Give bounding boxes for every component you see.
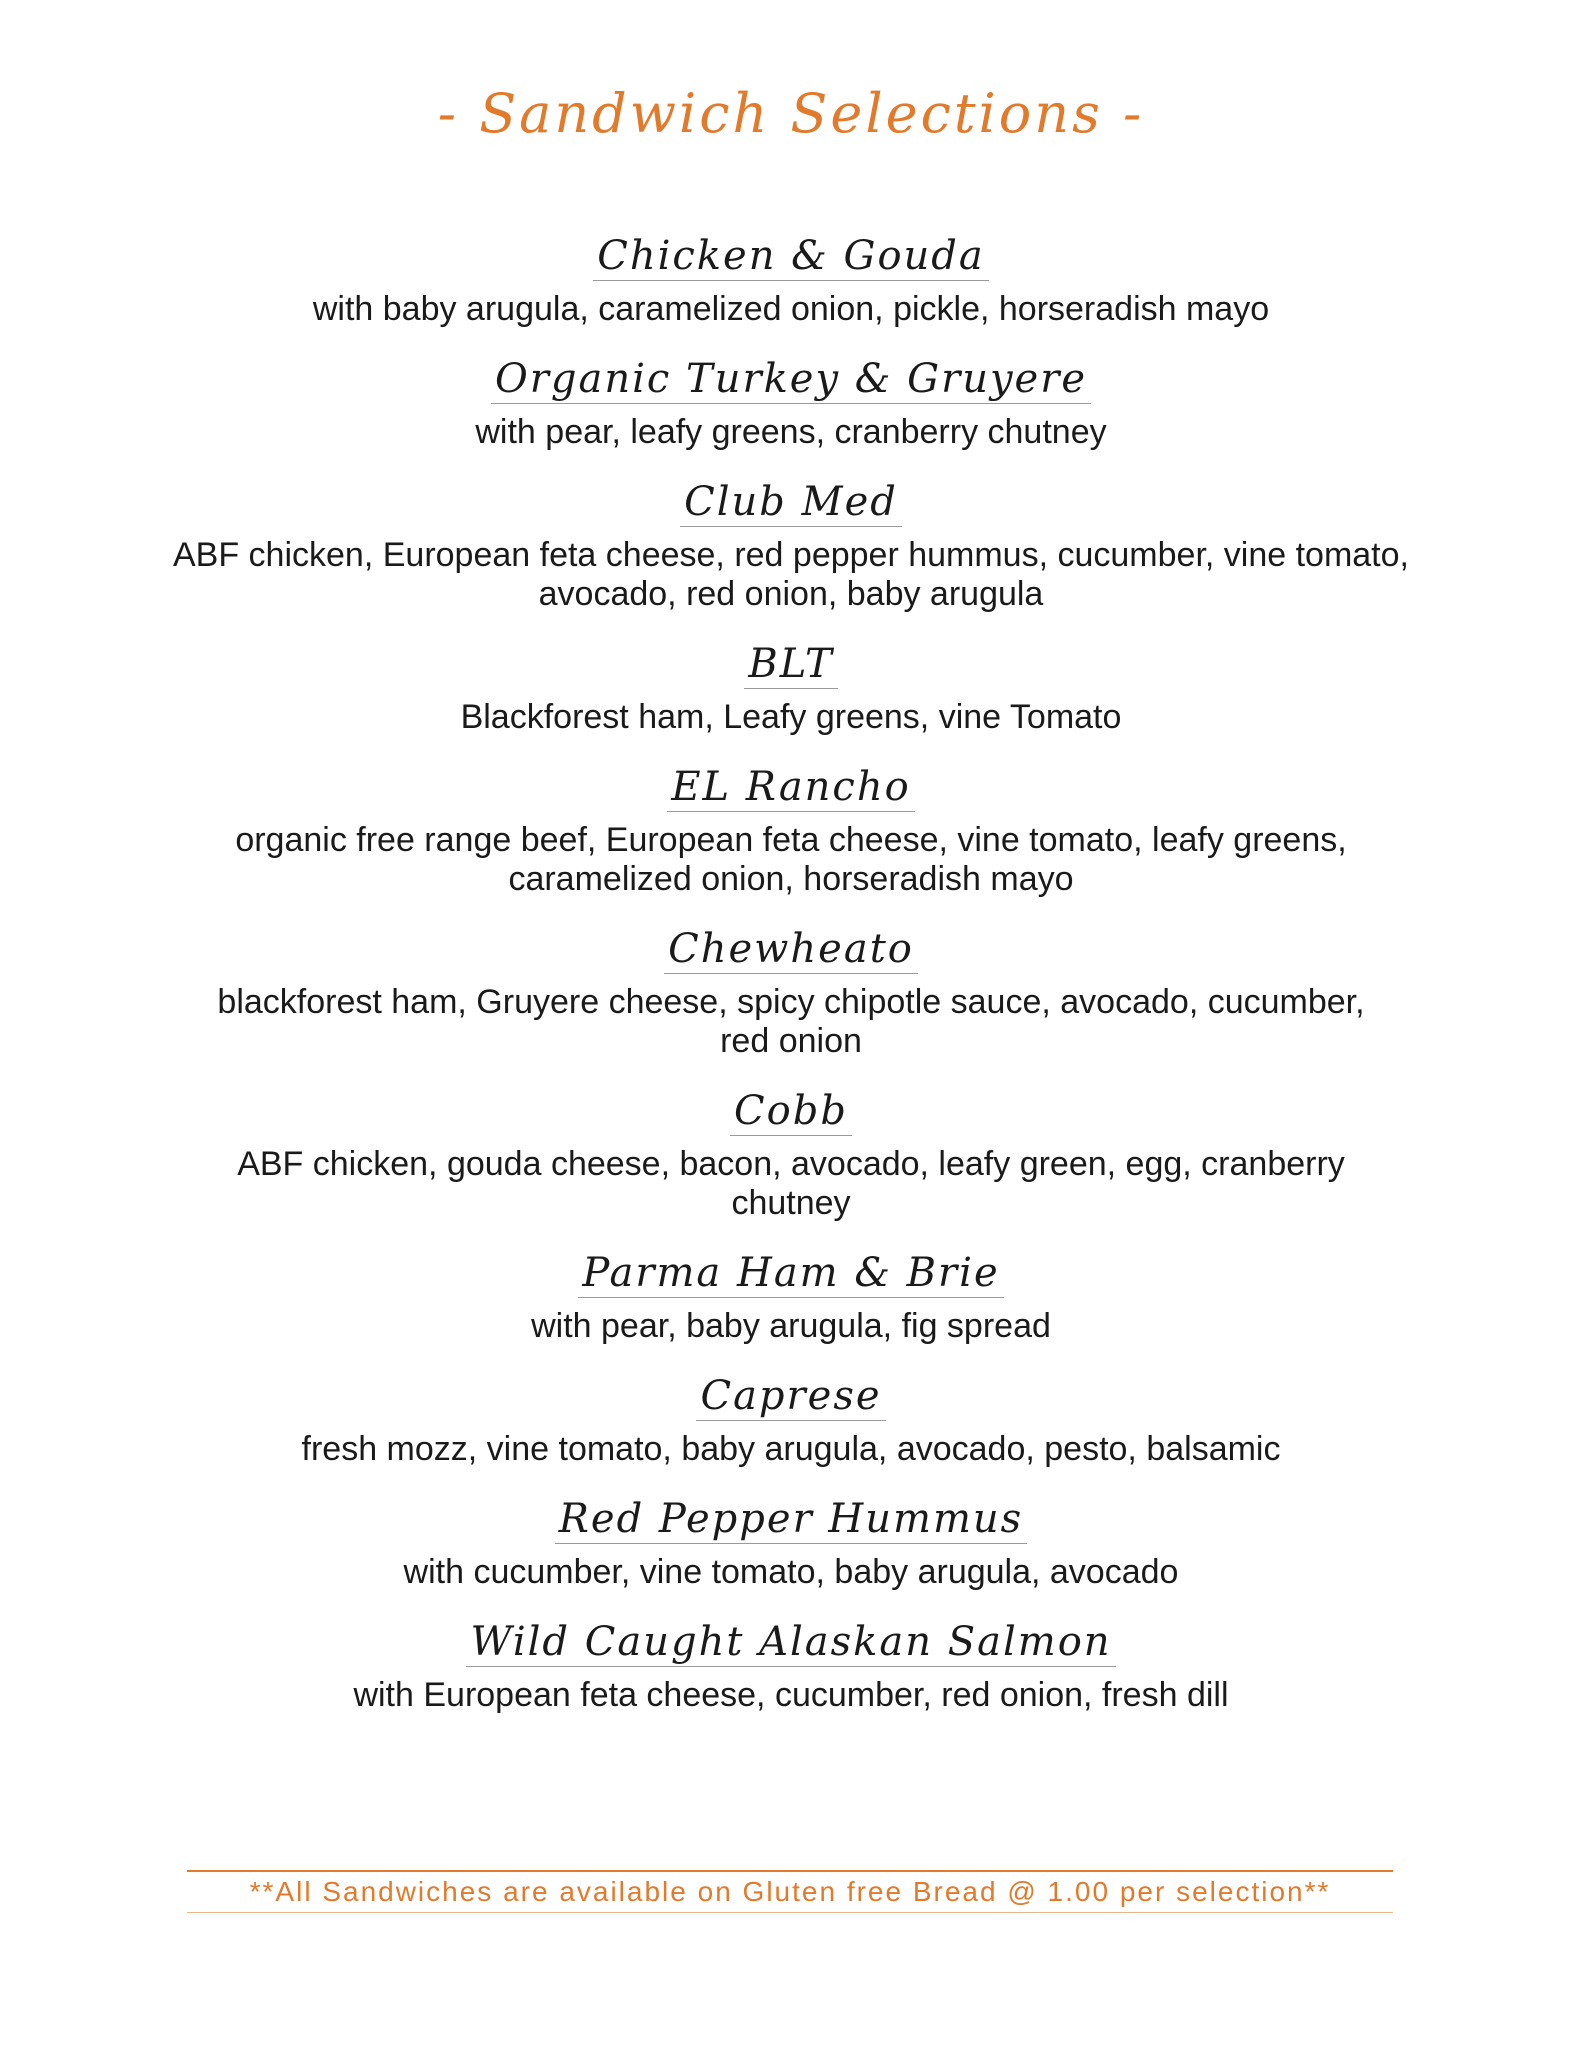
menu-item bbox=[0, 1495, 1582, 1592]
item-name: Wild Caught Alaskan Salmon bbox=[466, 1618, 1115, 1667]
item-name: Club Med bbox=[680, 478, 902, 527]
item-description: blackforest ham, Gruyere cheese, spicy chipotle sauce, avocado, cucumber, red onion bbox=[217, 983, 1365, 1060]
menu-item bbox=[0, 478, 1582, 614]
item-description: ABF chicken, gouda cheese, bacon, avocado, leafy green, egg, cranberry chutney bbox=[237, 1145, 1345, 1222]
item-name: Parma Ham & Brie bbox=[578, 1249, 1003, 1298]
menu-item bbox=[0, 763, 1582, 899]
item-name: Caprese bbox=[696, 1372, 885, 1421]
item-name: Red Pepper Hummus bbox=[555, 1495, 1027, 1544]
item-description: with pear, baby arugula, fig spread bbox=[531, 1307, 1051, 1345]
item-name: Chicken & Gouda bbox=[593, 232, 989, 281]
item-description: ABF chicken, European feta cheese, red pepper hummus, cucumber, vine tomato, avocado, red onion, baby arugula bbox=[172, 536, 1409, 613]
item-description: with cucumber, vine tomato, baby arugula, avocado bbox=[403, 1553, 1179, 1591]
item-name: Chewheato bbox=[664, 925, 918, 974]
sandwich-list bbox=[0, 232, 1582, 1741]
menu-item bbox=[0, 1372, 1582, 1469]
menu-item bbox=[0, 355, 1582, 452]
item-name: BLT bbox=[744, 640, 837, 689]
menu-item bbox=[0, 1087, 1582, 1223]
item-name: Cobb bbox=[730, 1087, 852, 1136]
page-title: - Sandwich Selections - bbox=[437, 82, 1145, 145]
item-description: organic free range beef, European feta cheese, vine tomato, leafy greens, caramelized onion, horseradish mayo bbox=[235, 821, 1347, 898]
item-description: fresh mozz, vine tomato, baby arugula, avocado, pesto, balsamic bbox=[301, 1430, 1281, 1468]
menu-item bbox=[0, 1618, 1582, 1715]
item-name: EL Rancho bbox=[667, 763, 914, 812]
item-name: Organic Turkey & Gruyere bbox=[491, 355, 1091, 404]
item-description: with baby arugula, caramelized onion, pickle, horseradish mayo bbox=[312, 290, 1270, 328]
gluten-free-note: **All Sandwiches are available on Gluten free Bread @ 1.00 per selection** bbox=[187, 1870, 1393, 1913]
item-description: with pear, leafy greens, cranberry chutney bbox=[475, 413, 1107, 451]
menu-item bbox=[0, 925, 1582, 1061]
menu-item bbox=[0, 640, 1582, 737]
item-description: with European feta cheese, cucumber, red onion, fresh dill bbox=[353, 1676, 1229, 1714]
item-description: Blackforest ham, Leafy greens, vine Tomato bbox=[460, 698, 1122, 736]
menu-item bbox=[0, 1249, 1582, 1346]
menu-item bbox=[0, 232, 1582, 329]
